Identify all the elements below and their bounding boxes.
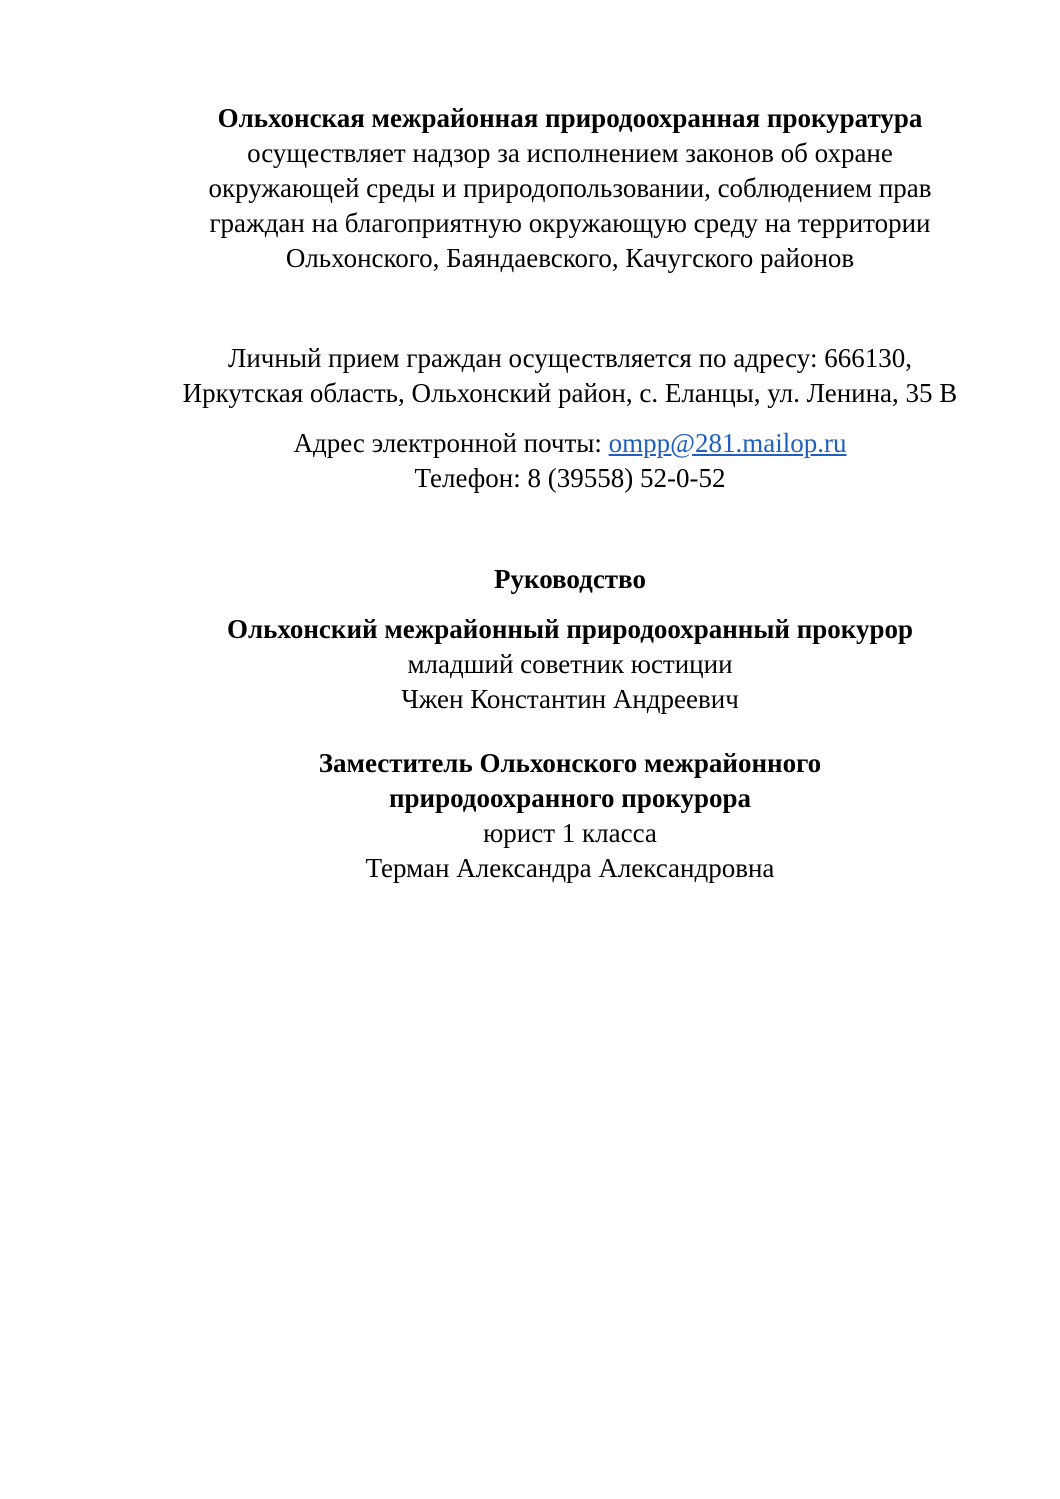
head-name: Чжен Константин Андреевич [401,684,739,714]
contact-section [0,426,1060,496]
email-link[interactable]: ompp@281.mailop.ru [608,428,847,458]
email-row [0,426,1060,461]
reception-address-section [0,341,1060,411]
intro-line: окружающей среды и природопользовании, соблюдением прав [208,173,932,203]
deputy-prosecutor-section [0,746,1060,886]
head-rank: младший советник юстиции [407,649,733,679]
deputy-position-line1: Заместитель Ольхонского межрайонного [318,748,822,778]
intro-line: Ольхонского, Баяндаевского, Качугского районов [285,243,855,273]
prosecutor-office-title: Ольхонская межрайонная природоохранная прокуратура [217,103,923,133]
deputy-position-line2: природоохранного прокурора [388,783,752,813]
intro-line: осуществляет надзор за исполнением законов об охране [247,138,893,168]
deputy-rank: юрист 1 класса [483,818,657,848]
email-label: Адрес электронной почты: [293,428,609,458]
leadership-heading: Руководство [494,564,646,594]
reception-address-line: Иркутская область, Ольхонский район, с. Еланцы, ул. Ленина, 35 В [182,378,958,408]
leadership-heading-section [0,562,1060,597]
phone-line: Телефон: 8 (39558) 52-0-52 [414,463,726,493]
reception-line: Личный прием граждан осуществляется по адресу: 666130, [228,343,912,373]
deputy-name: Терман Александра Александровна [365,853,775,883]
intro-section [0,101,1060,276]
head-position: Ольхонский межрайонный природоохранный прокурор [226,614,914,644]
head-prosecutor-section [0,612,1060,717]
intro-line: граждан на благоприятную окружающую среду на территории [209,208,931,238]
